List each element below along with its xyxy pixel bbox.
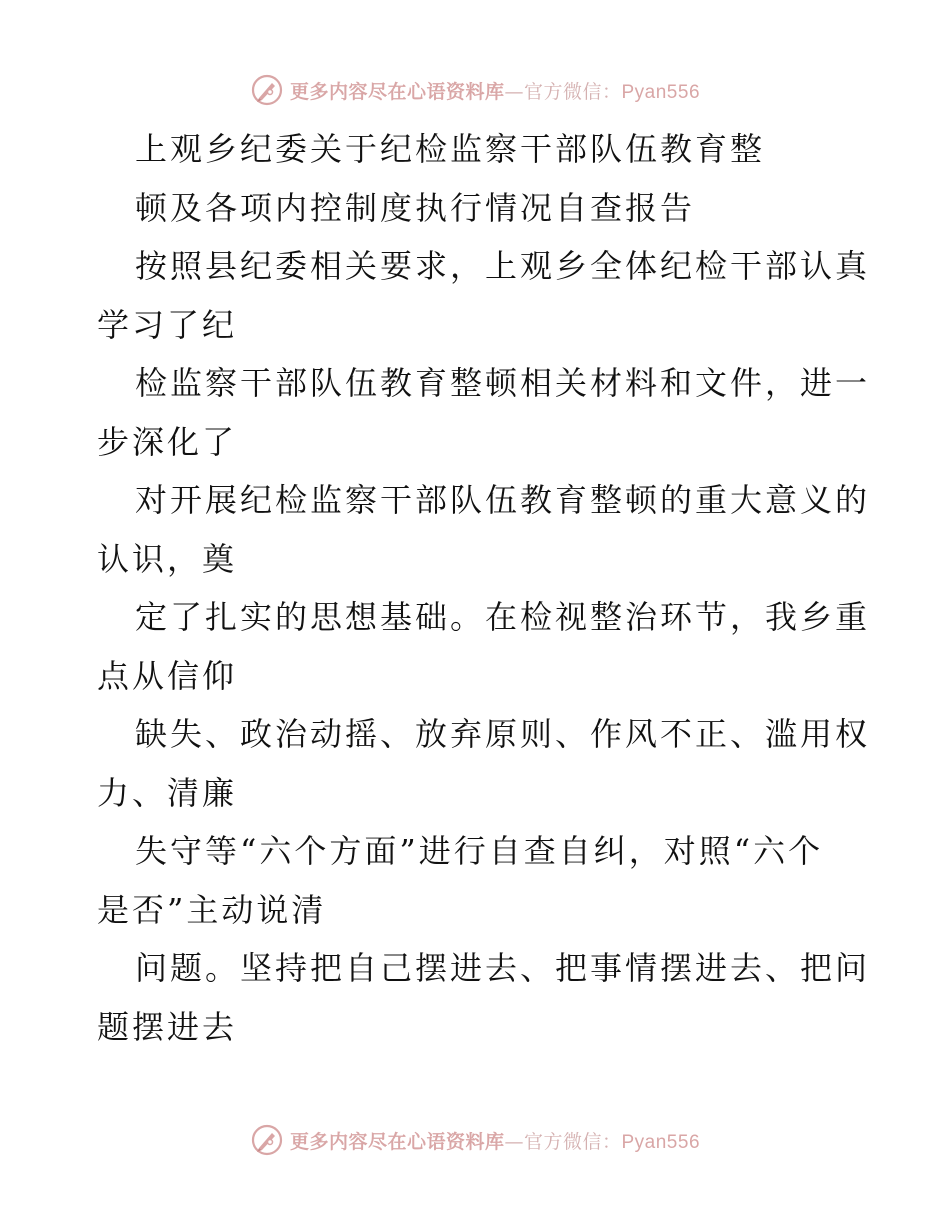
watermark-text: 更多内容尽在心语资料库—官方微信：Pyan556 (289, 1130, 701, 1153)
paragraph-line: 问题。坚持把自己摆进去、把事情摆进去、把问 (135, 949, 871, 987)
paragraph-line: 缺失、政治动摇、放弃原则、作风不正、滥用权 (135, 715, 871, 753)
paragraph-line: 点从信仰 (97, 656, 238, 695)
paragraph-line: 力、清廉 (97, 773, 238, 812)
paragraph-line: 是否”主动说清 (97, 890, 327, 929)
title-line-1: 上观乡纪委关于纪检监察干部队伍教育整 (135, 130, 766, 168)
header-watermark (0, 70, 950, 110)
paragraph-line: 学习了纪 (97, 305, 238, 344)
paragraph-line: 按照县纪委相关要求，上观乡全体纪检干部认真 (135, 247, 871, 285)
paragraph-line: 检监察干部队伍教育整顿相关材料和文件，进一 (135, 364, 871, 402)
pen-logo-icon (250, 73, 284, 107)
pen-logo-icon (250, 1123, 284, 1157)
paragraph-line: 步深化了 (97, 422, 238, 461)
paragraph-line: 认识，奠 (97, 539, 238, 578)
title-line-2: 顿及各项内控制度执行情况自查报告 (135, 188, 696, 227)
footer-watermark (0, 1120, 950, 1160)
paragraph-line: 失守等“六个方面”进行自查自纠，对照“六个 (135, 832, 824, 870)
document-body (97, 120, 871, 1056)
paragraph-line: 题摆进去 (97, 1007, 238, 1046)
paragraph-line: 定了扎实的思想基础。在检视整治环节，我乡重 (135, 598, 871, 636)
paragraph-line: 对开展纪检监察干部队伍教育整顿的重大意义的 (135, 481, 871, 519)
watermark-text: 更多内容尽在心语资料库—官方微信：Pyan556 (289, 80, 701, 103)
